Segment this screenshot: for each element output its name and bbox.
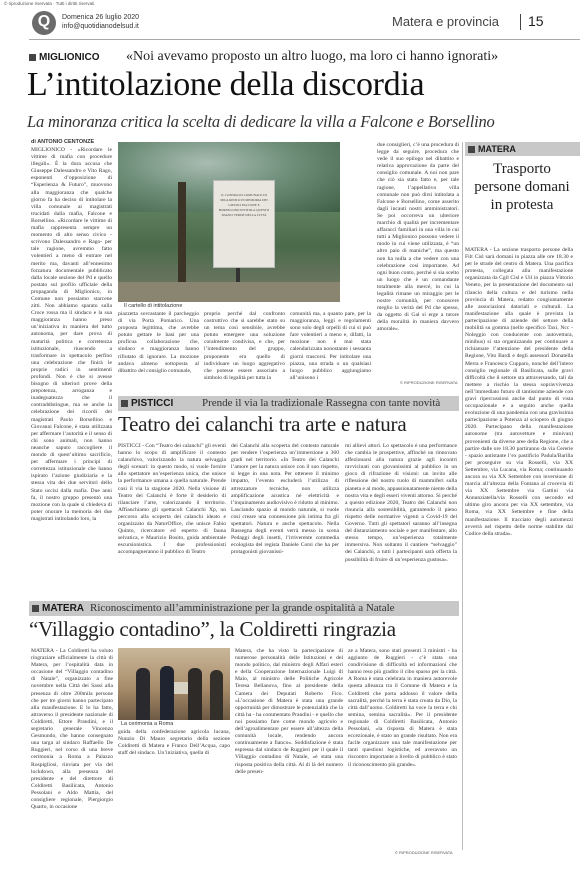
article2-column-3: mi allievi attori. Lo spettacolo è una performance che cambia le prospettive, affinché un rinnovato affezionarsi alla natura grazie agli incontri ravvicinati con giovanissimi al pubblico in un gioco di rifrazione di visioni: un invito alle riflessione del nostro ruolo di mammiferi sulla pianeta e al modo, appassionatamente niente della nostra vita e degli esseri viventi attorno. Si perché a questo edizione 2020, Teatro dei Calanchi non rinuncia alla sostenibilità, garantendo il pieno rispetto delle normative vigenti a Covid-19 del Governo. Tutti gli spettatori saranno all’insegna del distanziamento sociale e per manifestare, allo stesso tempo, un’esperienza totalmente immersiva. Non soltanto il cantiere “selvaggio” dei Calanchi, a tutti i partecipanti sarà offerta la possibilità di fruire di un’esperienza gustosa». bbox=[345, 443, 457, 563]
page-number: 15 bbox=[528, 13, 544, 29]
article3-title: “Villaggio contadino”, la Coldiretti ringrazia bbox=[29, 617, 396, 641]
article3-photo-caption: La cerimonia a Roma bbox=[121, 721, 174, 727]
article1-footer: © RIPRODUZIONE RISERVATA bbox=[400, 380, 458, 385]
section-marker-icon bbox=[468, 146, 475, 153]
article1-tag: MIGLIONICO bbox=[39, 52, 100, 63]
article3-footer: © RIPRODUZIONE RISERVATA bbox=[395, 850, 453, 855]
article2-column-1: PISTICCI - Con “Teatro dei calanchi” gli eventi hanno lo scopo di amplificare il contesto calanchivo, valorizzando la natura selvaggia degli scenari: in questo modo, si vuole fornire allo spettatore un’esperienza unica, che unisce la performance umana a quella naturale. Prende così il via la stagione 2020. Nella visione di Teatro dei Calanchi è forte il desiderio di rilanciare l’arte, valorizzando il territorio. Affianchiamo gli spettacoli Calanchi Xp, un percorso alla scoperta dei calanchi ideato e organizzato da NaturOffice, che unisce Fabio Quinto, ricercatore ed esperto di fauna selvatica, e Maurizio Bosito, guida ambientale escursionistica. I due professionisti accompagneranno il pubblico di Teatro bbox=[118, 443, 226, 556]
article1-kicker: «Noi avevamo proposto un altro luogo, ma loro ci hanno ignorati» bbox=[126, 49, 499, 64]
article3-column-4: ze a Matera, sono stati presenti 3 ministri - ha aggiunto de Ruggieri - c’è stata una condivisione di difficoltà ed informazioni che hanno reso più gradito il cibo sparso per la città. A Roma è stata celebrata in maniera autorevole questa alleanza tra il Comune di Matera e la Coldiretti che porta addosso il valore della sacralità, perché la terra è stata creata da Dio, la città dall’uomo. Coldiretti ha voce la terra e chi semina, semina sacralità». Per il presidente regionale di Coldiretti Basilicata, Antonio Pessolani, «la risposta di Matera è stata eccezionale, è stato un grande risultato. Non era facile organizzare una tale manifestazione per tanti questioni logistiche, ed averavuto un riscontro importante a livello di pubblico è stato il riconoscimento più grande». bbox=[348, 648, 457, 768]
plaque bbox=[213, 180, 275, 268]
logo-letter: Q bbox=[37, 13, 51, 30]
article1-column-3: proprio perché dal confronto costruttivo che si sarebbe stato su un tema così sensibile, avrebbe potuto emergere una soluzione coralmente condivisa, e che, per l’intendimento del gruppo, proponente era quello di individuare un luogo aggregativo che potesse essere associato a simbolo di legalità per tutta la bbox=[204, 311, 285, 381]
article3-kicker: Riconoscimento all’amministrazione per la grande ospitalità a Natale bbox=[90, 602, 395, 614]
article1-photo bbox=[118, 142, 340, 302]
article1-column-5: due consiglieri, c’è una procedura di legge da seguire, procedura che vede il suo epilogo nel dibattito e relativa approvazione da parte del consiglio comunale. A noi non pare che ciò sia stato fatto e, per tale ragione, l’appellativo villa comunale non può dirsi intitolata a Falcone e Borsellino, come asserito dagli incauti nostri amministratori. Se poi occorreva un ulteriore marchio di qualità per incrementare affaracci familiari in una villa in cui tutti a Miglionico possono vedere il modo in cui viene utilizzata, è “un altro paio di maniche”, ma questo non ha nulla a che vedere con una celebrazione così importante. Ad ogni buon conto, perché si sia scelto un luogo che è un comandante totalmente alla mercé, in cui la legalità rimane un miraggio per le nostre comunità, per conoscere meglio la verità del Pd che spesso, da oggetto di Gal si erge a tutore della moralità in maniera davvero amorale». bbox=[377, 142, 459, 333]
article1-title: L’intitolazione della discordia bbox=[27, 66, 425, 103]
copyright-line: © riproduzione riservata · Tutti i diritti riservati bbox=[4, 1, 95, 6]
article3-tag: MATERA bbox=[42, 603, 85, 614]
article3-column-2: guida della confederazione agricola lucana, Nunzio Di Mauro segretario della sezione Coldiretti di Matera e Franco Dell’Acqua, capo staff del sindaco. Un’iniziativa, quella di bbox=[118, 729, 230, 757]
article2-kicker: Prende il via la tradizionale Rassegna con tante novità bbox=[202, 397, 441, 409]
article3-column-1: MATERA - La Coldiretti ha voluto ringraziare ufficialmente la città di Matera, per l’ospitalità data in occasione del “Villaggio contadino di Natale”, organizzato a fine novembre nella Città dei Sassi alla presenza di oltre 200mila persone che per tre giorni hanno partecipato alla manifestazione. E lo ha fatto, attraverso il presidente nazionale di Coldiretti, Ettore Prandini, e il segretario generale Vincenzo Gesmundo, che hanno consegnato una targa al sindaco Raffaello De Ruggieri, nel corso di una breve cerimonia a Roma a Palazzo Rospigliosi, rinviata per via del lockdown, alla presenza del presidente e del direttore di Coldiretti Basilicata, Antonio Pessolani e Aldo Mattia, del consigliere regionale, Piergiorgio Quarto, in occasione bbox=[31, 648, 113, 811]
award-plaque bbox=[174, 682, 188, 694]
ground bbox=[118, 282, 340, 302]
article1-column-4: comunità ma, a quanto pare, per la maggioranza, leggi e regolamenti sono solo degli orpelli di cui si può fare volentieri a meno e, difatti, la mozione non è mai stata calendarizzata nonostante i sessanta giorni trascorsi. Per intitolare una piazza, una strada o un qualsiasi luogo pubblico aggiungiamo all’unisono i bbox=[290, 311, 371, 381]
newspaper-logo bbox=[32, 11, 56, 35]
article1-column-1: MIGLIONICO - «Ricordare le vittime di mafia con procedure illegali». È la dura accusa che Giuseppe Dalessandro e Vito Rago, esponenti d’opposizione di “Esperienza & Futuro”, muovono alla maggioranza che qualche giorno fa ha deciso di intitolare la villa comunale ai magistrati trucidati dalla mafia, Falcone e Borsellino. «Ricordare le vittime di mafia rappresenta sempre un momento di alto senso civico -scrivono Dalessandro e Rago- per tale ragione, avremmo fatto volentieri a meno di entrare nel merito ma, davanti all’ennesimo forzatura documentale pubblicato dalla locale sezione del Pd e quello postato sul profilo ufficiale della propaganda di Miglionico, in Comune non possiamo starcene zitti. Non abbiamo sparato sulla Croce rossa ma il sindaco e la sua maggioranza hanno preso un’iniziativa in maniera del tutto autonoma, per dare prova di maturità politica e correttezza istituzionale, riuscendo a trasformare in spettacolo perfino una celebrazione che finirà le proprie radici in sentimenti profondi. Non è che si avesse bisogno di ulteriori prove della prepotenza, arroganza e inadeguatezza che il contraddistingue, ma se anche la celebrazione dei ricordi dei magistrati Paolo Borsellino e Giovanni Falcone, è stata utilizzata per affermare l’autorità e il senso di chi sono animali, non hanno neanche saputo raccogliere il mondo di quest’ultimo sacrificio, per affermare i principi di correttezza istituzionale che hanno ispirato l’azione giudiziaria e la stessa vita dei due servitori dello Stato uccisi dalla mafia. Due anni fa, il nostro gruppo presentò una mozione con la quale si chiedeva di poter onorare la memoria dei due magistrati intitolando loro, la bbox=[31, 147, 112, 522]
sidebar-body: MATERA - La sezione trasporto persone della Filt Cisl sarà domani in piazza alle ore 18.30 e per le strade del centro di Matera. Una pacifica protesta, collegata alla manifestazione organizzata da Cgil Cisl e Uil in piazza Vittorio Veneto, per la presentazione del documento sul rilancio della cultura e del turismo nella provincia di Matera, redatto congiuntamente alle associazioni datoriali e culturali. La manifestazione alla quale è prevista la partecipazione di aziende del settore della mobilità su gomma (nello specifico Taxi, Ncc - Noleggio con conducente con autovettura, minibus) si sta organizzando per continuare a richiamare l’attenzione del presidente della Regione, Vito Bardi e degli assessori Donatella Merra e Francesco Cupparo, nonché dell’intero consiglio regionale di Basilicata, sulle gravi difficoltà che il settore sta attraversando, tali da mettere a rischio la stessa sopravvivenza nell’immediato futuro di tantissime aziende con gravi ripercussioni anche dal punto di vista occupazionale e a seguito anche quella evoluzione di una pandemia con una gravissima partecipazione a Potenza al sciopero di giugno 2020. Partecipano della manifestazione autonome (tra autovetture e minivan) provenienti da diverse aree della Regione, che a partire dalle ore 18.30 partiranno da via Cererie - spazio antistante l’ex pastificio Padula/Barilla per proseguire su via Rosselli, via XX Settembre, via Lucana, via Roma; continuando ancora su via XX Settembre con inversione di marcia all’altezza della Fontana al crocevia di via XX Settembre via Gattini via Annunziatella/via Rosselli con secondo ed ultimo giro ancora per via XX settembre, via Roma, via XX Settembre e fine della manifestazione. Il tracciato degli automezzi avverrà nel rispetto delle norme stabilite dal Codice della strada». bbox=[465, 247, 573, 537]
article2-column-2: dei Calanchi alla scoperta del contesto naturale per rendere l’esperienza un’immersione a 360 gradi nel territorio. «In Teatro dei Calanchi l’amore per la natura unisce con il suo rispetto, si legge in una nota. Per ottenere il minimo impatto, l’evento escluderà l’utilizzo di attrezzature tecniche, non utilizza amplificazione acustica né elettricità e l’inquinamento audiovisivo è ridotto al minimo. Lasciando spazio al mondo naturale, si vuole così creare una connessione più intima fra gli spettatori. Natura e anche spettacolo. Nella Rassegna degli eventi verrà messo in scena Pedaggi degli insetti, l’irriverente commedia ecologista del regista Daniele Corsi che ha per protagonisti giovanissi- bbox=[231, 443, 339, 556]
issue-date: Domenica 26 luglio 2020 bbox=[62, 14, 140, 21]
contact-email: info@quotidianodelsud.it bbox=[62, 23, 139, 30]
article1-photo-caption: Il cartello di intitolazione bbox=[124, 303, 183, 309]
sidebar-title: Trasporto persone domani in protesta bbox=[474, 161, 570, 213]
person-4 bbox=[210, 670, 223, 720]
section-marker-icon bbox=[121, 400, 128, 407]
sidebar-tag: MATERA bbox=[478, 144, 516, 154]
article1-subtitle: La minoranza critica la scelta di dedicare la villa a Falcone e Borsellino bbox=[27, 112, 495, 131]
article3-photo bbox=[118, 648, 230, 720]
article2-tag: PISTICCI bbox=[131, 398, 174, 409]
person-2 bbox=[160, 666, 174, 720]
section-name: Matera e provincia bbox=[392, 14, 499, 29]
person-1 bbox=[136, 668, 150, 720]
plaque-text: IL CONSIGLIO COMUNALE DI MIGLIONICO IN MEMORIA DEI GIUDICI FALCONE E BORSELLINO INTITOLA QUESTO SPAZIO VERDE DELLA CITTÀ bbox=[218, 193, 270, 217]
article3-column-3: Matera, che ha visto la partecipazione di numerose personalità delle Istituzioni e del mondo politico, dal ministro degli Affari esteri e della Cooperazione Internazionale Luigi di Maio, al ministro delle Politiche Agricole Teresa Bellanova, fino al presidente della Camera dei Deputati Roberto Fico. «L’occasione di Matera è stata una grande opportunità per dimostrare le potenzialità che la città ha - ha commentato Prandini - e quello che noi possiamo fare come mondo agricolo e dell’agroalimentare per essere all’altezza della comunità locale, rendendo ancora continuamente a fianco». Soddisfazione è stata espressa dal sindaco de Ruggieri per il quale il Villaggio contadino di Natale, «è stata una risposta positiva della città. Al di là del numero delle presen- bbox=[235, 648, 343, 775]
article1-kicker-row bbox=[29, 47, 580, 67]
article1-column-2: piazzetta sovrastante il parcheggio di via Porta Pomarico. Una proposta legittima, che avrebbe potuto gettare le basi per una proficua collaborazione che, sindaco e maggioranza hanno rifiutato di ignorare. La mozione andava almeno sottoposta al dibattito del consiglio comunale, bbox=[118, 311, 199, 374]
section-marker-icon bbox=[29, 54, 36, 61]
article2-title: Teatro dei calanchi tra arte e natura bbox=[118, 412, 407, 436]
person-3 bbox=[188, 668, 202, 720]
section-marker-icon bbox=[32, 605, 39, 612]
article1-byline: di ANTONIO CENTONZE bbox=[31, 139, 95, 145]
